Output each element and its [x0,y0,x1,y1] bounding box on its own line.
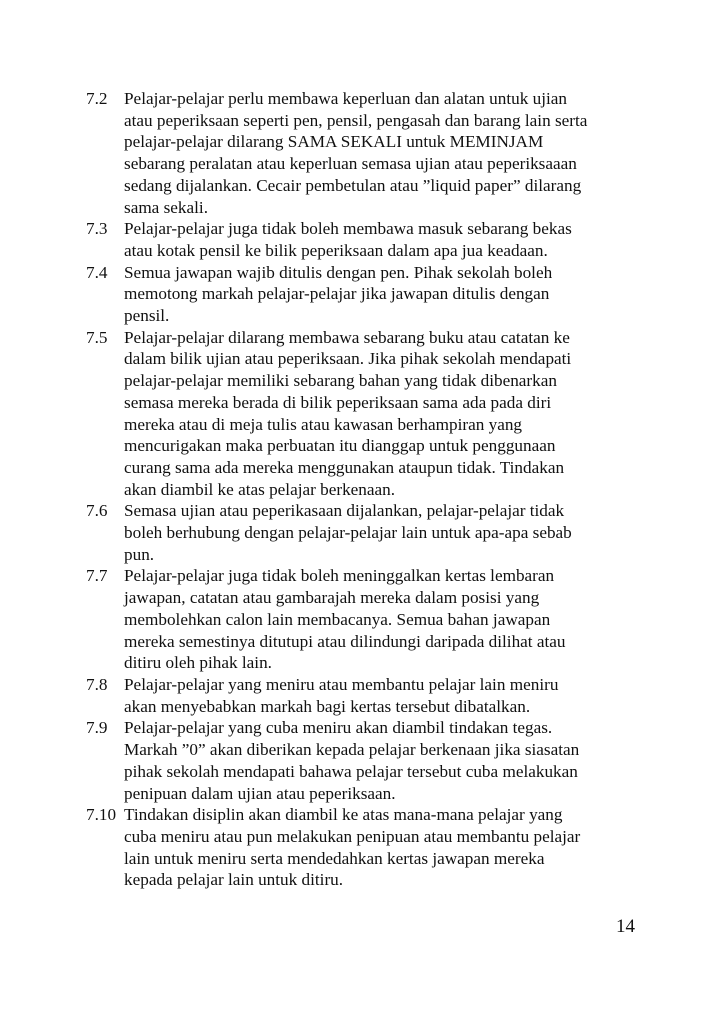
rule-item [86,500,646,565]
rule-text [124,717,646,804]
rule-text-line: jawapan, catatan atau gambarajah mereka dalam posisi yang [124,588,540,608]
rule-text-line: curang sama ada mereka menggunakan ataupun tidak. Tindakan [124,457,565,477]
rule-text-line: ditiru oleh pihak lain. [124,653,272,673]
rule-text-line: atau peperiksaan seperti pen, pensil, pengasah dan barang lain serta [124,110,588,130]
rule-number: 7.2 [86,89,108,108]
rule-text-line: membolehkan calon lain membacanya. Semua bahan jawapan [124,609,551,629]
rule-text [124,500,646,565]
rule-number: 7.9 [86,718,108,738]
rule-text-line: akan menyebabkan markah bagi kertas tersebut dibatalkan. [124,696,531,716]
rules-list [86,88,646,891]
rule-text [124,88,646,218]
rule-text-line: atau kotak pensil ke bilik peperiksaan dalam apa jua keadaan. [124,240,548,260]
page-number: 14 [616,916,635,937]
rule-number: 7.4 [86,262,108,282]
rule-item [86,674,646,717]
rule-text-line: mereka atau di meja tulis atau kawasan berhampiran yang [124,414,523,434]
rule-text-line: boleh berhubung dengan pelajar-pelajar lain untuk apa-apa sebab [124,523,572,543]
rule-text [124,327,646,501]
rule-text-line: Pelajar-pelajar juga tidak boleh meninggalkan kertas lembaran [124,566,555,586]
rule-text-line: sedang dijalankan. Cecair pembetulan atau ”liquid paper” dilarang [124,175,582,195]
rule-text-line: Markah ”0” akan diberikan kepada pelajar berkenaan jika siasatan [124,740,580,760]
rule-number: 7.5 [86,327,108,347]
rule-text-line: memotong markah pelajar-pelajar jika jawapan ditulis dengan [124,284,550,304]
rule-item [86,327,646,501]
rule-number: 7.8 [86,674,108,694]
rule-number: 7.3 [86,219,108,239]
rule-text-line: Pelajar-pelajar yang cuba meniru akan diambil tindakan tegas. [124,718,553,738]
rule-text [124,674,646,717]
rule-text-line: Pelajar-pelajar juga tidak boleh membawa masuk sebarang bekas [124,219,572,239]
rule-text-line: Semasa ujian atau peperikasaan dijalankan, pelajar-pelajar tidak [124,501,565,521]
rule-text-line: semasa mereka berada di bilik peperiksaan sama ada pada diri [124,392,552,412]
rule-number: 7.10 [86,805,117,825]
rule-text [124,565,646,674]
rule-text-line: kepada pelajar lain untuk ditiru. [124,870,344,890]
rule-text-line: Tindakan disiplin akan diambil ke atas mana-mana pelajar yang [124,805,563,825]
rule-text-line: Pelajar-pelajar perlu membawa keperluan dan alatan untuk ujian [124,89,567,108]
rule-text-line: Pelajar-pelajar dilarang membawa sebarang buku atau catatan ke [124,327,570,347]
rule-text-line: pelajar-pelajar dilarang SAMA SEKALI untuk MEMINJAM [124,132,544,152]
rule-item [86,218,646,261]
rule-text [124,262,646,327]
rule-text-line: mereka semestinya ditutupi atau dilindungi daripada dilihat atau [124,631,566,651]
rule-text-line: dalam bilik ujian atau peperiksaan. Jika pihak sekolah mendapati [124,349,572,369]
rule-item [86,88,646,218]
rule-text-line: pihak sekolah mendapati bahawa pelajar tersebut cuba melakukan [124,761,578,781]
rule-item [86,804,646,891]
rule-text-line: penipuan dalam ujian atau peperiksaan. [124,783,396,803]
rule-item [86,565,646,674]
rule-text-line: lain untuk meniru serta mendedahkan kertas jawapan mereka [124,848,545,868]
rule-text-line: sama sekali. [124,197,208,217]
rule-item [86,717,646,804]
rule-item [86,262,646,327]
rule-number: 7.7 [86,566,108,586]
rule-text-line: mencurigakan maka perbuatan itu dianggap untuk penggunaan [124,436,556,456]
rule-text-line: Semua jawapan wajib ditulis dengan pen. Pihak sekolah boleh [124,262,553,282]
rule-text-line: cuba meniru atau pun melakukan penipuan atau membantu pelajar [124,826,581,846]
rule-text [124,804,646,891]
rule-text-line: Pelajar-pelajar yang meniru atau membantu pelajar lain meniru [124,674,559,694]
rule-text [124,218,646,261]
rule-text-line: akan diambil ke atas pelajar berkenaan. [124,479,396,499]
rule-text-line: pensil. [124,306,170,326]
rule-text-line: pelajar-pelajar memiliki sebarang bahan yang tidak dibenarkan [124,371,557,391]
rule-text-line: sebarang peralatan atau keperluan semasa ujian atau peperiksaaan [124,154,577,174]
rule-number: 7.6 [86,501,108,521]
rule-text-line: pun. [124,544,155,564]
